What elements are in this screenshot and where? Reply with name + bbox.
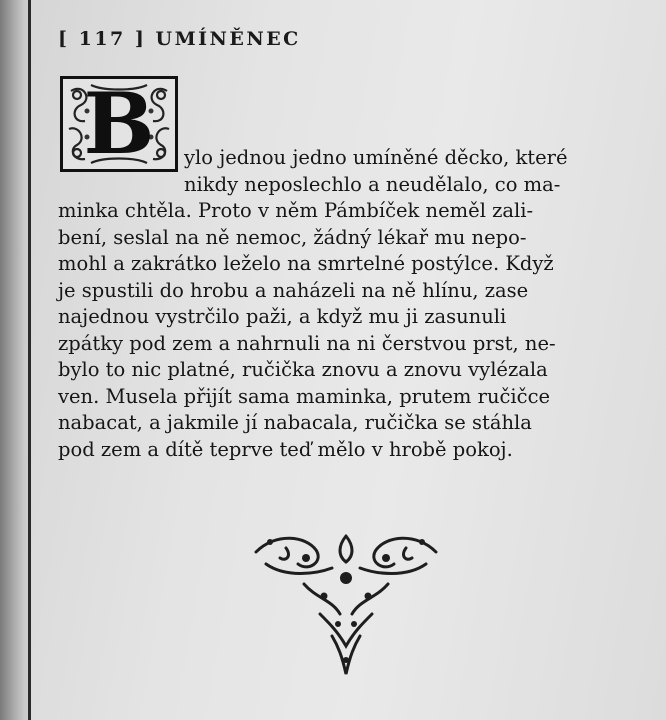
story-paragraph <box>58 145 628 463</box>
text-line: bylo to nic platné, ručička znovu a znovu vylézala <box>58 358 548 381</box>
book-gutter <box>0 0 30 720</box>
ornamental-tailpiece <box>246 528 446 680</box>
text-line: ven. Musela přijít sama maminka, prutem ručičce <box>58 384 551 408</box>
text-line: ylo jednou jedno umíněné děcko, které <box>184 146 568 169</box>
text-line: nabacat, a jakmile jí nabacala, ručička se stáhla <box>58 411 532 434</box>
text-line: minka chtěla. Proto v něm Pámbíček neměl zali- <box>58 199 534 222</box>
running-header <box>58 28 301 50</box>
text-line: je spustili do hrobu a naházeli na ně hlínu, zase <box>58 278 529 302</box>
drop-cap-letter: B <box>83 74 155 173</box>
text-line: mohl a zakrátko leželo na smrtelné postýlce. Když <box>58 252 554 275</box>
gutter-rule <box>28 0 31 720</box>
text-line: bení, seslal na ně nemoc, žádný lékař mu nepo- <box>58 225 527 249</box>
chapter-title: UMÍNĚNEC <box>155 28 301 50</box>
text-line: pod zem a dítě teprve teď mělo v hrobě pokoj. <box>58 437 513 461</box>
page-number: [ 117 ] <box>58 28 147 50</box>
text-line: zpátky pod zem a nahrnuli na ni čerstvou prst, ne- <box>58 331 556 355</box>
text-line: nikdy neposlechlo a neudělalo, co ma- <box>184 172 561 196</box>
text-line: najednou vystrčilo paži, a když mu ji zasunuli <box>58 305 507 328</box>
